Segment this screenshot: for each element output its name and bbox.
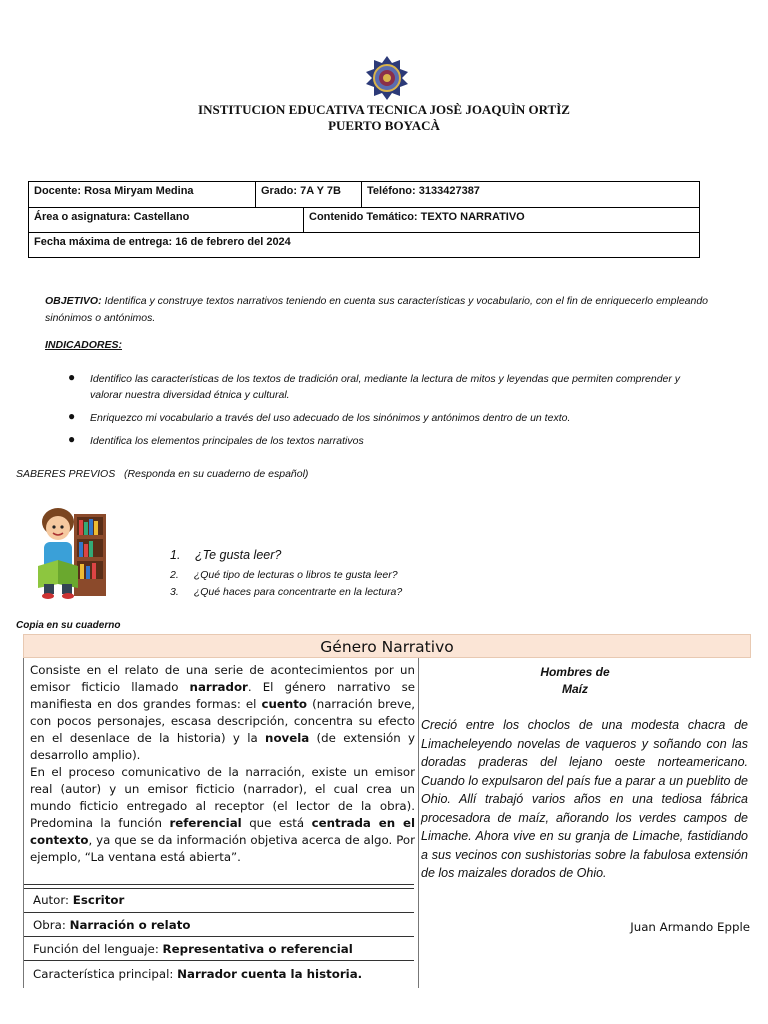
indicator-item: Enriquezco mi vocabulario a través del uso adecuado de los sinónimos y antónimos dentro de un texto. — [90, 412, 571, 424]
content-cell — [303, 208, 701, 232]
feature-label: Obra: — [33, 918, 70, 932]
prior-knowledge-title — [16, 468, 308, 480]
info-row-1 — [29, 182, 699, 208]
info-table — [28, 181, 700, 258]
question-2 — [170, 569, 398, 581]
objective-text: Identifica y construye textos narrativos teniendo en cuenta sus características y vocabulario, con el fin de enriquecerlo empleando sinónimos o antónimos. — [45, 295, 709, 324]
subject-label: Área o asignatura: — [34, 211, 131, 223]
divider — [24, 884, 414, 885]
child-reading-illustration — [34, 500, 110, 600]
term-cuento: cuento — [261, 697, 308, 711]
school-name: INSTITUCION EDUCATIVA TECNICA JOSÈ JOAQUÌN ORTÌZ — [198, 102, 570, 117]
phone-cell — [361, 182, 701, 207]
bullet-icon: ● — [68, 409, 76, 423]
prior-knowledge-label: SABERES PREVIOS — [16, 468, 116, 480]
prior-knowledge-note: (Responda en su cuaderno de español) — [123, 468, 309, 480]
definition-paragraph-2 — [30, 764, 415, 866]
indicator-item: Identifico las características de los textos de tradición oral, mediante la lectura de mitos y leyendas que permiten comprender y valorar nuestra diversidad étnica y cultural. — [90, 373, 681, 401]
term-referencial: referencial — [169, 816, 242, 830]
story-text: Creció entre los choclos de una modesta chacra de Limacheleyendo novelas de vaqueros y soñando con las doradas praderas del lejano oeste norteamericano. Cuando lo expulsaron del país fue a parar a un pueblito de Ohio. Allí trabajó varios años en una tediosa fábrica procesadora de maíz, añorando los verdes campos de Limache. Ahora vive en su granja de Limache, fastidiando a sus vecinos con sushistorias sobre la fabulosa extensión de los maizales dorados de Ohio. — [421, 718, 748, 880]
text-span: que está — [241, 816, 312, 830]
text-span: En el proceso comunicativo de la narración, existe un emisor real (autor) y un emisor ficticio (narrador), el cual crea un mundo ficticio entregado al receptor (el lector de la obra). Predomina la función — [30, 765, 415, 830]
phone-value: 3133427387 — [418, 185, 480, 197]
teacher-value: Rosa Miryam Medina — [84, 185, 194, 197]
divider — [24, 888, 414, 889]
feature-label: Autor: — [33, 893, 73, 907]
feature-main-characteristic — [33, 967, 362, 981]
feature-value: Representativa o referencial — [162, 942, 353, 956]
text-span: , ya que se da información objetiva acerca de algo. Por ejemplo, “La ventana está abierta”. — [30, 833, 415, 864]
story-title — [505, 664, 645, 698]
genre-definition — [30, 662, 415, 866]
term-novela: novela — [265, 731, 310, 745]
phone-label: Teléfono: — [367, 185, 416, 197]
grade-value: 7A Y 7B — [300, 185, 341, 197]
school-logo — [365, 55, 409, 101]
story-author: Juan Armando Epple — [630, 920, 750, 934]
teacher-cell — [29, 182, 255, 207]
text-span: . El género narrativo se manifiesta en dos grandes formas: el — [30, 680, 415, 711]
story-title-line-1: Hombres de — [540, 665, 610, 679]
feature-label: Función del lenguaje: — [33, 942, 163, 956]
text-span: Consiste en el relato de una serie de acontecimientos por un emisor ficticio llamado — [30, 663, 415, 694]
question-number: 2. — [170, 569, 179, 581]
divider — [24, 960, 414, 961]
content-label: Contenido Temático: — [309, 211, 418, 223]
divider — [24, 936, 414, 937]
bullet-icon: ● — [68, 370, 76, 384]
objective — [45, 293, 725, 327]
question-text: ¿Te gusta leer? — [194, 548, 282, 562]
deadline-label: Fecha máxima de entrega: — [34, 236, 173, 248]
question-text: ¿Qué tipo de lecturas o libros te gusta leer? — [193, 569, 398, 581]
school-city: PUERTO BOYACÀ — [328, 118, 440, 133]
subject-value: Castellano — [133, 211, 190, 223]
copy-note: Copia en su cuaderno — [16, 620, 121, 631]
indicators-title: INDICADORES: — [45, 339, 123, 351]
term-narrador: narrador — [189, 680, 248, 694]
question-text: ¿Qué haces para concentrarte en la lectura? — [193, 586, 403, 598]
info-row-3 — [29, 233, 699, 258]
deadline-value: 16 de febrero del 2024 — [175, 236, 291, 248]
question-number: 1. — [170, 548, 181, 562]
grade-cell — [255, 182, 361, 207]
grade-label: Grado: — [261, 185, 298, 197]
question-3 — [170, 586, 402, 598]
term-contexto: centrada en el contexto — [30, 816, 416, 847]
indicator-item: Identifica los elementos principales de los textos narrativos — [90, 435, 364, 447]
bullet-icon: ● — [68, 432, 76, 446]
feature-value: Narración o relato — [69, 918, 191, 932]
feature-work — [33, 918, 190, 932]
feature-value: Narrador cuenta la historia. — [177, 967, 363, 981]
genre-definition-column — [23, 658, 419, 988]
text-span: (de extensión y desarrollo amplio). — [30, 731, 416, 762]
feature-author — [33, 893, 124, 907]
feature-language-function — [33, 942, 353, 956]
question-1 — [170, 548, 281, 562]
question-number: 3. — [170, 586, 179, 598]
subject-cell — [29, 208, 303, 232]
deadline-cell — [29, 233, 701, 258]
genre-title: Género Narrativo — [23, 634, 751, 658]
teacher-label: Docente: — [34, 185, 82, 197]
info-row-2 — [29, 208, 699, 233]
story-title-line-2: Maíz — [561, 682, 588, 696]
feature-value: Escritor — [72, 893, 125, 907]
feature-label: Característica principal: — [33, 967, 178, 981]
text-span: (narración breve, con pocos personajes, escasa descripción, concentra su efecto en el desenlace de la historia) y la — [30, 697, 415, 745]
divider — [24, 912, 414, 913]
content-value: TEXTO NARRATIVO — [420, 211, 525, 223]
definition-paragraph-1 — [30, 662, 415, 764]
objective-label: OBJETIVO: — [45, 295, 102, 307]
